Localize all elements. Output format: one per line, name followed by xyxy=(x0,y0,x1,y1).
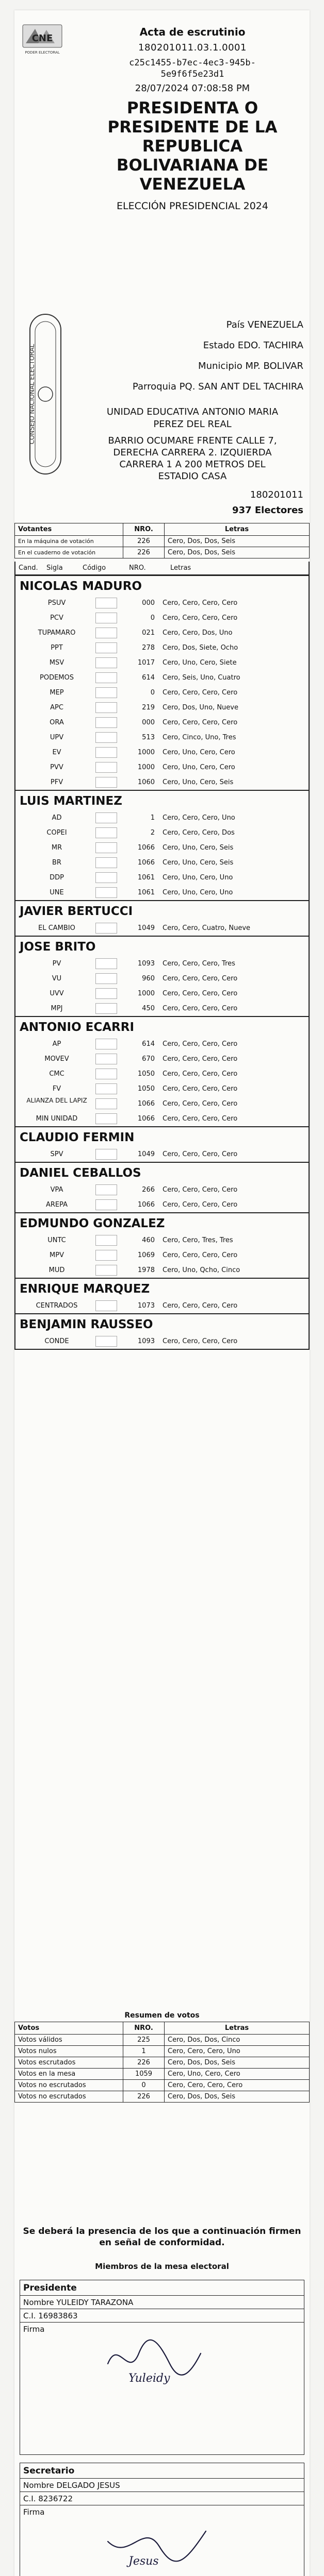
party-logo-icon xyxy=(95,1113,117,1124)
party-logo-icon xyxy=(95,598,117,608)
party-logo-icon xyxy=(95,812,117,823)
party-row xyxy=(15,1263,309,1278)
resumen-table: Resumen de votos Votos NRO. Letras Votos válidos 225 Cero, Dos, Dos, Cinco Votos nulos 1 Cero, Cero, Cero, Uno Votos escrutados 226 Cero, Dos, Dos, Seis Votos en la mesa 1059 Cero, Uno, Cero, Cero Votos no escrutados 0 Cero, Cero, Cero, Cero Votos no escrutados 226 Cero, Dos, Dos, Seis xyxy=(14,2009,310,2103)
party-logo-icon xyxy=(95,988,117,999)
party-row xyxy=(15,596,309,611)
party-row xyxy=(15,971,309,986)
conformity-notice: Se deberá la presencia de los que a continuación firmen en señal de conformidad. xyxy=(23,2226,301,2248)
party-letras: Cero, Cero, Cero, Cero xyxy=(163,1186,238,1194)
party-row xyxy=(15,1081,309,1096)
party-row xyxy=(15,700,309,715)
firma-label: Firma xyxy=(23,2507,45,2517)
party-row xyxy=(15,611,309,625)
table-row: Votos nulos 1 Cero, Cero, Cero, Uno xyxy=(15,2046,310,2057)
party-letras: Cero, Cero, Cero, Tres xyxy=(163,960,235,968)
party-sigla: BR xyxy=(52,859,61,867)
party-logo-icon xyxy=(95,1265,117,1276)
party-letras: Cero, Cero, Cero, Cero xyxy=(163,689,238,697)
party-sigla: MPV xyxy=(50,1251,64,1259)
party-votes: 1066 xyxy=(137,1201,155,1209)
party-sigla: MSV xyxy=(49,659,64,667)
party-row xyxy=(15,1334,309,1349)
title-line: PRESIDENTE DE LA xyxy=(107,118,278,137)
party-sigla: CONDE xyxy=(44,1337,69,1345)
party-row xyxy=(15,956,309,971)
party-logo-icon xyxy=(95,1039,117,1049)
signature-text: Jesus xyxy=(128,2555,159,2568)
party-sigla: APC xyxy=(50,704,63,711)
party-letras: Cero, Cero, Cero, Cero xyxy=(163,1302,238,1310)
party-logo-icon xyxy=(95,613,117,623)
party-sigla: AP xyxy=(52,1040,61,1048)
members-title: Miembros de la mesa electoral xyxy=(95,2262,229,2271)
party-letras: Cero, Uno, Cero, Uno xyxy=(163,874,233,882)
page-title xyxy=(82,99,303,194)
col-letras: Letras xyxy=(165,523,310,536)
title-line: REPUBLICA xyxy=(142,137,243,156)
member-signature-area xyxy=(20,2505,304,2576)
party-logo-icon xyxy=(95,1250,117,1261)
party-row xyxy=(15,1147,309,1162)
handwritten-signature-icon xyxy=(98,2516,232,2572)
party-logo-icon xyxy=(95,1098,117,1109)
location-municipio: Municipio MP. BOLIVAR xyxy=(198,361,303,371)
party-letras: Cero, Uno, Qcho, Cinco xyxy=(163,1266,240,1274)
party-votes: 670 xyxy=(142,1055,155,1063)
party-letras: Cero, Cero, Cero, Cero xyxy=(163,614,238,622)
party-logo-icon xyxy=(95,1199,117,1210)
party-sigla: UVV xyxy=(50,990,64,997)
party-letras: Cero, Cero, Cero, Cero xyxy=(163,1251,238,1259)
party-letras: Cero, Uno, Cero, Siete xyxy=(163,659,237,667)
party-logo-icon xyxy=(95,958,117,969)
party-votes: 614 xyxy=(142,1040,155,1048)
party-letras: Cero, Uno, Cero, Uno xyxy=(163,889,233,896)
party-row xyxy=(15,810,309,825)
party-logo-icon xyxy=(95,1184,117,1195)
party-row xyxy=(15,1248,309,1263)
table-row: Votos en la mesa 1059 Cero, Uno, Cero, Cero xyxy=(15,2069,310,2080)
party-logo-icon xyxy=(95,857,117,868)
party-votes: 460 xyxy=(142,1236,155,1244)
party-votes: 278 xyxy=(142,644,155,652)
party-sigla: VU xyxy=(52,975,62,982)
party-logo-icon xyxy=(95,717,117,728)
party-logo-icon xyxy=(95,687,117,698)
party-row xyxy=(15,1001,309,1016)
party-row xyxy=(15,885,309,900)
party-sigla: EL CAMBIO xyxy=(38,924,75,932)
party-sigla: MIN UNIDAD xyxy=(36,1115,78,1123)
party-votes: 1061 xyxy=(137,889,155,896)
firma-label: Firma xyxy=(23,2325,45,2334)
party-votes: 1073 xyxy=(137,1302,155,1310)
party-row xyxy=(15,840,309,855)
party-logo-icon xyxy=(95,762,117,773)
party-votes: 1049 xyxy=(137,1150,155,1158)
direccion-line: ESTADIO CASA xyxy=(158,471,227,482)
party-sigla: AD xyxy=(52,814,62,822)
party-sigla: MOVEV xyxy=(44,1055,69,1063)
party-row xyxy=(15,625,309,640)
party-table-header: Cand. Sigla Código NRO. Letras xyxy=(15,562,309,575)
party-sigla: UPV xyxy=(50,734,64,741)
party-letras: Cero, Cero, Cero, Cero xyxy=(163,719,238,726)
table-row: Votos válidos 225 Cero, Dos, Dos, Cinco xyxy=(15,2035,310,2046)
title-line: PRESIDENTA O xyxy=(126,99,258,117)
party-sigla: ALIANZA DEL LAPIZ xyxy=(26,1097,87,1104)
party-votes: 1050 xyxy=(137,1070,155,1078)
party-logo-icon xyxy=(95,973,117,984)
party-votes: 1050 xyxy=(137,1085,155,1093)
party-sigla: AREPA xyxy=(45,1201,68,1209)
party-sigla: MPJ xyxy=(51,1005,63,1012)
party-letras: Cero, Cero, Cero, Cero xyxy=(163,990,238,997)
party-letras: Cero, Cinco, Uno, Tres xyxy=(163,734,236,741)
party-letras: Cero, Dos, Siete, Ocho xyxy=(163,644,238,652)
acta-label: Acta de escrutinio xyxy=(139,26,246,38)
party-votes: 450 xyxy=(142,1005,155,1012)
party-votes: 0 xyxy=(150,689,155,697)
title-line: BOLIVARIANA DE xyxy=(116,156,269,175)
party-letras: Cero, Cero, Cero, Dos xyxy=(163,829,235,837)
party-votes: 1049 xyxy=(137,924,155,932)
party-sigla: SPV xyxy=(50,1150,63,1158)
member-name: Nombre DELGADO JESUS xyxy=(20,2479,304,2492)
party-sigla: VPA xyxy=(50,1186,63,1194)
party-logo-icon xyxy=(95,672,117,683)
table-row: En la máquina de votación 226 Cero, Dos, Dos, Seis xyxy=(15,536,310,547)
member-ci: C.I. 8236722 xyxy=(20,2492,304,2505)
logo-text: CNE xyxy=(31,33,53,44)
party-sigla: ORA xyxy=(50,719,64,726)
party-logo-icon xyxy=(95,702,117,713)
candidate-name: ANTONIO ECARRI xyxy=(15,1016,309,1037)
party-letras: Cero, Cero, Cero, Cero xyxy=(163,1337,238,1345)
location-pais: País VENEZUELA xyxy=(226,319,303,330)
table-row: Votos no escrutados 226 Cero, Dos, Dos, Seis xyxy=(15,2091,310,2103)
direccion-line: CARRERA 1 A 200 METROS DEL xyxy=(119,459,266,470)
table-row: En el cuaderno de votación 226 Cero, Dos, Dos, Seis xyxy=(15,547,310,558)
party-letras: Cero, Cero, Cero, Cero xyxy=(163,1055,238,1063)
party-row xyxy=(15,1182,309,1197)
party-row xyxy=(15,1066,309,1081)
party-votes: 000 xyxy=(142,599,155,607)
direccion-line: BARRIO OCUMARE FRENTE CALLE 7, xyxy=(108,435,277,446)
party-logo-icon xyxy=(95,747,117,758)
party-row xyxy=(15,655,309,670)
electores-count: 937 Electores xyxy=(232,505,303,516)
party-letras: Cero, Cero, Cero, Cero xyxy=(163,1150,238,1158)
party-letras: Cero, Cero, Tres, Tres xyxy=(163,1236,233,1244)
party-sigla: PODEMOS xyxy=(40,674,74,682)
member-block xyxy=(20,2280,304,2455)
location-estado: Estado EDO. TACHIRA xyxy=(203,340,303,351)
candidate-name: DANIEL CEBALLOS xyxy=(15,1162,309,1182)
party-votes: 219 xyxy=(142,704,155,711)
table-row: Votos no escrutados 0 Cero, Cero, Cero, Cero xyxy=(15,2080,310,2091)
member-block xyxy=(20,2463,304,2576)
party-sigla: CMC xyxy=(49,1070,64,1078)
party-logo-icon xyxy=(95,1149,117,1160)
party-votes: 1978 xyxy=(137,1266,155,1274)
header xyxy=(14,10,310,314)
party-letras: Cero, Cero, Cero, Cero xyxy=(163,1040,238,1048)
party-votes: 1093 xyxy=(137,960,155,968)
hash-line: c25c1455-b7ec-4ec3-945b- xyxy=(129,58,256,68)
party-votes: 1017 xyxy=(137,659,155,667)
party-votes: 1 xyxy=(150,814,155,822)
party-row xyxy=(15,1052,309,1066)
party-votes: 1060 xyxy=(137,778,155,786)
party-votes: 1066 xyxy=(137,859,155,867)
party-letras: Cero, Cero, Cero, Cero xyxy=(163,1085,238,1093)
col-nro: NRO. xyxy=(123,523,165,536)
candidate-name: ENRIQUE MARQUEZ xyxy=(15,1278,309,1298)
party-votes: 1000 xyxy=(137,990,155,997)
party-letras: Cero, Cero, Cero, Uno xyxy=(163,814,235,822)
party-logo-icon xyxy=(95,1300,117,1311)
party-letras: Cero, Uno, Cero, Seis xyxy=(163,844,234,852)
logo-subtext: PODER ELECTORAL xyxy=(25,50,60,55)
signature-text: Yuleidy xyxy=(128,2372,170,2385)
member-signature-area xyxy=(20,2323,304,2454)
party-row xyxy=(15,1298,309,1313)
acta-receipt xyxy=(14,10,310,2576)
party-logo-icon xyxy=(95,628,117,638)
centro-line: PEREZ DEL REAL xyxy=(153,419,232,430)
location-parroquia: Parroquia PQ. SAN ANT DEL TACHIRA xyxy=(132,381,303,392)
party-logo-icon xyxy=(95,887,117,898)
party-letras: Cero, Cero, Cero, Cero xyxy=(163,975,238,982)
party-logo-icon xyxy=(95,842,117,853)
party-row xyxy=(15,1037,309,1052)
candidates-section xyxy=(14,562,310,1350)
party-letras: Cero, Uno, Cero, Seis xyxy=(163,859,234,867)
seal-text: CONSEJO NACIONAL ELECTORAL xyxy=(28,344,36,445)
party-votes: 021 xyxy=(142,629,155,637)
party-logo-icon xyxy=(95,923,117,934)
party-sigla: PFV xyxy=(50,778,63,786)
party-sigla: PVV xyxy=(50,764,63,771)
cne-seal-icon xyxy=(20,309,71,479)
party-votes: 1066 xyxy=(137,844,155,852)
party-logo-icon xyxy=(95,1054,117,1064)
member-role: Presidente xyxy=(20,2280,304,2296)
party-sigla: PV xyxy=(52,960,61,968)
member-ci: C.I. 16983863 xyxy=(20,2309,304,2323)
party-row xyxy=(15,825,309,840)
party-sigla: PCV xyxy=(50,614,63,622)
party-row xyxy=(15,775,309,790)
party-logo-icon xyxy=(95,1003,117,1014)
party-row xyxy=(15,670,309,685)
party-logo-icon xyxy=(95,1083,117,1094)
acta-datetime: 28/07/2024 07:08:58 PM xyxy=(135,83,250,94)
centro-code: 180201011 xyxy=(250,489,303,500)
candidate-name: CLAUDIO FERMIN xyxy=(15,1126,309,1147)
resumen-title: Resumen de votos xyxy=(124,2011,200,2020)
party-row xyxy=(15,986,309,1001)
party-votes: 1066 xyxy=(137,1115,155,1123)
title-line: VENEZUELA xyxy=(139,175,246,194)
party-letras: Cero, Uno, Cero, Seis xyxy=(163,778,234,786)
election-name: ELECCIÓN PRESIDENCIAL 2024 xyxy=(117,200,268,212)
party-row xyxy=(15,921,309,936)
party-logo-icon xyxy=(95,657,117,668)
party-letras: Cero, Cero, Dos, Uno xyxy=(163,629,233,637)
party-sigla: TUPAMARO xyxy=(38,629,76,637)
party-sigla: EV xyxy=(52,749,61,756)
party-row xyxy=(15,1096,309,1111)
candidate-name: EDMUNDO GONZALEZ xyxy=(15,1212,309,1233)
party-row xyxy=(15,1111,309,1126)
party-votes: 614 xyxy=(142,674,155,682)
party-votes: 1069 xyxy=(137,1251,155,1259)
direccion-line: DERECHA CARRERA 2. IZQUIERDA xyxy=(113,447,272,458)
party-votes: 960 xyxy=(142,975,155,982)
party-votes: 266 xyxy=(142,1186,155,1194)
party-sigla: PSUV xyxy=(47,599,66,607)
party-sigla: UNE xyxy=(50,889,64,896)
party-sigla: MEP xyxy=(50,689,64,697)
party-sigla: PPT xyxy=(51,644,63,652)
party-logo-icon xyxy=(95,827,117,838)
party-letras: Cero, Cero, Cero, Cero xyxy=(163,1115,238,1123)
party-letras: Cero, Seis, Uno, Cuatro xyxy=(163,674,240,682)
party-letras: Cero, Cero, Cero, Cero xyxy=(163,1005,238,1012)
candidate-name: JAVIER BERTUCCI xyxy=(15,900,309,921)
party-letras: Cero, Cero, Cuatro, Nueve xyxy=(163,924,251,932)
party-sigla: UNTC xyxy=(47,1236,66,1244)
party-sigla: MR xyxy=(51,844,62,852)
party-logo-icon xyxy=(95,732,117,743)
party-logo-icon xyxy=(95,1069,117,1079)
party-sigla: DDP xyxy=(50,874,64,882)
party-row xyxy=(15,640,309,655)
party-letras: Cero, Uno, Cero, Cero xyxy=(163,764,235,771)
centro-line: UNIDAD EDUCATIVA ANTONIO MARIA xyxy=(106,406,279,417)
location-direccion xyxy=(82,435,303,482)
party-logo-icon xyxy=(95,777,117,788)
party-votes: 1093 xyxy=(137,1337,155,1345)
party-row xyxy=(15,730,309,745)
party-logo-icon xyxy=(95,1235,117,1246)
party-votes: 1061 xyxy=(137,874,155,882)
party-sigla: COPEI xyxy=(46,829,67,837)
party-letras: Cero, Cero, Cero, Cero xyxy=(163,599,238,607)
location-centro xyxy=(82,406,303,431)
party-row xyxy=(15,760,309,775)
party-row xyxy=(15,715,309,730)
member-role: Secretario xyxy=(20,2463,304,2479)
handwritten-signature-icon xyxy=(98,2333,232,2389)
party-logo-icon xyxy=(95,1336,117,1347)
party-row xyxy=(15,870,309,885)
party-sigla: FV xyxy=(52,1085,61,1093)
cne-logo-icon xyxy=(21,23,64,57)
party-logo-icon xyxy=(95,642,117,653)
candidate-name: BENJAMIN RAUSSEO xyxy=(15,1313,309,1334)
party-votes: 000 xyxy=(142,719,155,726)
party-row xyxy=(15,685,309,700)
header-text xyxy=(82,26,303,212)
party-row xyxy=(15,1197,309,1212)
party-votes: 1000 xyxy=(137,749,155,756)
party-row xyxy=(15,1233,309,1248)
party-letras: Cero, Dos, Uno, Nueve xyxy=(163,704,238,711)
hash-line: 5e9f6f5e23d1 xyxy=(160,69,224,79)
party-row xyxy=(15,745,309,760)
col-votantes: Votantes xyxy=(15,523,123,536)
candidate-name: NICOLAS MADURO xyxy=(15,575,309,596)
party-logo-icon xyxy=(95,872,117,883)
candidate-name: LUIS MARTINEZ xyxy=(15,790,309,810)
member-name: Nombre YULEIDY TARAZONA xyxy=(20,2296,304,2309)
party-row xyxy=(15,855,309,870)
acta-code: 180201011.03.1.0001 xyxy=(138,42,247,53)
party-votes: 0 xyxy=(150,614,155,622)
party-sigla: CENTRADOS xyxy=(36,1302,78,1310)
party-letras: Cero, Uno, Cero, Cero xyxy=(163,749,235,756)
party-votes: 513 xyxy=(142,734,155,741)
party-letras: Cero, Cero, Cero, Cero xyxy=(163,1070,238,1078)
party-votes: 1000 xyxy=(137,764,155,771)
votantes-table xyxy=(14,523,310,558)
party-letras: Cero, Cero, Cero, Cero xyxy=(163,1100,238,1108)
party-votes: 2 xyxy=(150,829,155,837)
table-row: Votos escrutados 226 Cero, Dos, Dos, Seis xyxy=(15,2057,310,2069)
party-votes: 1066 xyxy=(137,1100,155,1108)
party-sigla: MUD xyxy=(48,1266,65,1274)
acta-hash xyxy=(82,57,303,80)
party-letras: Cero, Cero, Cero, Cero xyxy=(163,1201,238,1209)
candidate-name: JOSE BRITO xyxy=(15,936,309,956)
